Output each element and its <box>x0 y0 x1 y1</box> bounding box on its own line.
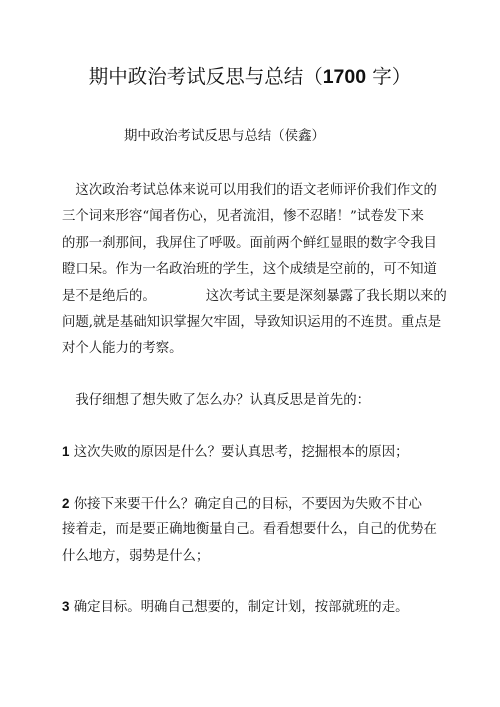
title-tail: 字） <box>366 65 412 88</box>
item-number: 1 <box>62 444 70 459</box>
item-text: 你接下来要干什么？确定自己的目标，不要因为失败不甘心 <box>69 497 422 512</box>
title-text: 期中政治考试反思与总结（ <box>88 65 323 88</box>
paragraph-line <box>62 284 448 310</box>
line-segment: 这次考试主要是深刻暴露了我长期以来的 <box>205 288 447 304</box>
document-subtitle: 期中政治考试反思与总结（侯鑫） <box>124 129 325 144</box>
document-title <box>0 62 500 92</box>
paragraph-line: 这次政治考试总体来说可以用我们的语文老师评价我们作文的 <box>62 183 437 198</box>
paragraph-line <box>62 594 448 620</box>
paragraph-line: 的那一刹那间，我屏住了呼吸。面前两个鲜红显眼的数字令我目 <box>62 235 437 251</box>
paragraph-line: 三个词来形容“闻者伤心，见者流泪，惨不忍睹！”试卷发下来 <box>62 209 424 225</box>
paragraph-line: 什么地方，弱势是什么； <box>62 548 210 564</box>
paragraph-line <box>62 491 448 517</box>
paragraph-line: 瞪口呆。作为一名政治班的学生，这个成绩是空前的，可不知道 <box>62 262 437 278</box>
title-number: 1700 <box>322 66 367 88</box>
paragraph-line: 接着走，而是要正确地衡量自己。看看想要什么，自己的优势在 <box>62 522 437 538</box>
paragraph-reflection <box>62 388 448 414</box>
list-item-3 <box>62 594 448 620</box>
paragraph-line: 对个人能力的考察。 <box>62 341 183 357</box>
line-segment: 是不是绝后的。 <box>62 288 156 304</box>
list-item-1 <box>62 439 448 465</box>
paragraph-line <box>62 439 448 465</box>
item-text: 确定目标。明确自己想要的，制定计划，按部就班的走。 <box>69 600 409 615</box>
paragraph-intro <box>62 178 448 363</box>
item-number: 2 <box>62 496 70 511</box>
list-item-2 <box>62 491 448 570</box>
paragraph-line: 我仔细想了想失败了怎么办？认真反思是首先的： <box>62 393 370 408</box>
item-text: 这次失败的原因是什么？要认真思考，挖掘根本的原因； <box>69 445 409 460</box>
item-number: 3 <box>62 599 70 614</box>
paragraph-line: 问题,就是基础知识掌握欠牢固，导致知识运用的不连贯。重点是 <box>62 314 442 330</box>
